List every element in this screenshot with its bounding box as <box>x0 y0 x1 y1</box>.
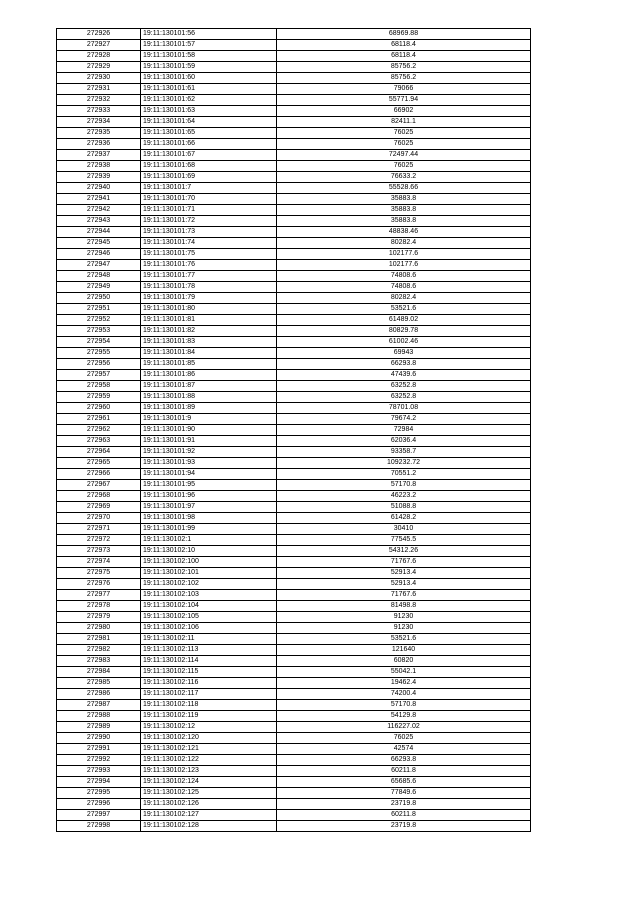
cadastral-number-cell: 19:11:130101:56 <box>141 29 277 40</box>
table-row <box>57 612 531 623</box>
value-cell: 52913.4 <box>277 579 531 590</box>
table-row <box>57 480 531 491</box>
cadastral-number-cell: 19:11:130101:78 <box>141 282 277 293</box>
cadastral-number-cell: 19:11:130102:100 <box>141 557 277 568</box>
table-row <box>57 293 531 304</box>
value-cell: 46223.2 <box>277 491 531 502</box>
record-id-cell: 272989 <box>57 722 141 733</box>
record-id-cell: 272972 <box>57 535 141 546</box>
cadastral-number-cell: 19:11:130102:128 <box>141 821 277 832</box>
value-cell: 51088.8 <box>277 502 531 513</box>
table-row <box>57 711 531 722</box>
cadastral-number-cell: 19:11:130101:80 <box>141 304 277 315</box>
cadastral-number-cell: 19:11:130101:68 <box>141 161 277 172</box>
value-cell: 55042.1 <box>277 667 531 678</box>
value-cell: 23719.8 <box>277 821 531 832</box>
value-cell: 85756.2 <box>277 62 531 73</box>
cadastral-number-cell: 19:11:130101:64 <box>141 117 277 128</box>
record-id-cell: 272939 <box>57 172 141 183</box>
cadastral-number-cell: 19:11:130102:118 <box>141 700 277 711</box>
table-row <box>57 546 531 557</box>
record-id-cell: 272941 <box>57 194 141 205</box>
cadastral-number-cell: 19:11:130101:77 <box>141 271 277 282</box>
cadastral-number-cell: 19:11:130102:11 <box>141 634 277 645</box>
record-id-cell: 272937 <box>57 150 141 161</box>
value-cell: 91230 <box>277 612 531 623</box>
cadastral-number-cell: 19:11:130101:58 <box>141 51 277 62</box>
record-id-cell: 272931 <box>57 84 141 95</box>
table-row <box>57 117 531 128</box>
value-cell: 79674.2 <box>277 414 531 425</box>
cadastral-number-cell: 19:11:130101:69 <box>141 172 277 183</box>
record-id-cell: 272965 <box>57 458 141 469</box>
record-id-cell: 272996 <box>57 799 141 810</box>
value-cell: 48838.46 <box>277 227 531 238</box>
cadastral-number-cell: 19:11:130102:119 <box>141 711 277 722</box>
table-row <box>57 568 531 579</box>
value-cell: 60211.8 <box>277 766 531 777</box>
table-row <box>57 205 531 216</box>
record-id-cell: 272932 <box>57 95 141 106</box>
value-cell: 76633.2 <box>277 172 531 183</box>
cadastral-number-cell: 19:11:130101:59 <box>141 62 277 73</box>
record-id-cell: 272949 <box>57 282 141 293</box>
value-cell: 35883.8 <box>277 216 531 227</box>
table-row <box>57 414 531 425</box>
cadastral-number-cell: 19:11:130101:92 <box>141 447 277 458</box>
value-cell: 60820 <box>277 656 531 667</box>
value-cell: 74808.6 <box>277 282 531 293</box>
record-id-cell: 272988 <box>57 711 141 722</box>
record-id-cell: 272947 <box>57 260 141 271</box>
value-cell: 72984 <box>277 425 531 436</box>
record-id-cell: 272984 <box>57 667 141 678</box>
table-row <box>57 326 531 337</box>
table-row <box>57 513 531 524</box>
value-cell: 68118.4 <box>277 40 531 51</box>
record-id-cell: 272948 <box>57 271 141 282</box>
cadastral-number-cell: 19:11:130101:88 <box>141 392 277 403</box>
table-row <box>57 62 531 73</box>
cadastral-number-cell: 19:11:130101:83 <box>141 337 277 348</box>
value-cell: 65685.6 <box>277 777 531 788</box>
record-id-cell: 272997 <box>57 810 141 821</box>
cadastral-number-cell: 19:11:130101:72 <box>141 216 277 227</box>
value-cell: 63252.8 <box>277 392 531 403</box>
cadastral-number-cell: 19:11:130101:62 <box>141 95 277 106</box>
value-cell: 102177.6 <box>277 260 531 271</box>
cadastral-number-cell: 19:11:130101:73 <box>141 227 277 238</box>
table-row <box>57 678 531 689</box>
record-id-cell: 272979 <box>57 612 141 623</box>
record-id-cell: 272952 <box>57 315 141 326</box>
record-id-cell: 272953 <box>57 326 141 337</box>
value-cell: 35883.8 <box>277 205 531 216</box>
value-cell: 76025 <box>277 161 531 172</box>
value-cell: 71767.6 <box>277 557 531 568</box>
value-cell: 102177.6 <box>277 249 531 260</box>
record-id-cell: 272975 <box>57 568 141 579</box>
value-cell: 85756.2 <box>277 73 531 84</box>
cadastral-number-cell: 19:11:130101:96 <box>141 491 277 502</box>
table-row <box>57 436 531 447</box>
record-id-cell: 272967 <box>57 480 141 491</box>
value-cell: 61002.46 <box>277 337 531 348</box>
value-cell: 42574 <box>277 744 531 755</box>
record-id-cell: 272964 <box>57 447 141 458</box>
table-row <box>57 645 531 656</box>
cadastral-number-cell: 19:11:130102:127 <box>141 810 277 821</box>
table-row <box>57 139 531 150</box>
cadastral-number-cell: 19:11:130101:57 <box>141 40 277 51</box>
record-id-cell: 272927 <box>57 40 141 51</box>
cadastral-number-cell: 19:11:130102:124 <box>141 777 277 788</box>
record-id-cell: 272966 <box>57 469 141 480</box>
table-row <box>57 359 531 370</box>
data-table <box>56 28 531 832</box>
table-row <box>57 370 531 381</box>
cadastral-number-cell: 19:11:130102:116 <box>141 678 277 689</box>
table-row <box>57 40 531 51</box>
table-row <box>57 766 531 777</box>
table-row <box>57 502 531 513</box>
record-id-cell: 272961 <box>57 414 141 425</box>
table-row <box>57 381 531 392</box>
value-cell: 61489.02 <box>277 315 531 326</box>
table-row <box>57 216 531 227</box>
table-row <box>57 458 531 469</box>
record-id-cell: 272938 <box>57 161 141 172</box>
value-cell: 19462.4 <box>277 678 531 689</box>
value-cell: 80282.4 <box>277 238 531 249</box>
record-id-cell: 272930 <box>57 73 141 84</box>
record-id-cell: 272954 <box>57 337 141 348</box>
cadastral-number-cell: 19:11:130102:102 <box>141 579 277 590</box>
value-cell: 23719.8 <box>277 799 531 810</box>
record-id-cell: 272959 <box>57 392 141 403</box>
cadastral-number-cell: 19:11:130101:65 <box>141 128 277 139</box>
record-id-cell: 272951 <box>57 304 141 315</box>
cadastral-number-cell: 19:11:130101:97 <box>141 502 277 513</box>
table-row <box>57 491 531 502</box>
value-cell: 53521.6 <box>277 634 531 645</box>
table-row <box>57 667 531 678</box>
table-row <box>57 799 531 810</box>
table-row <box>57 249 531 260</box>
table-row <box>57 304 531 315</box>
record-id-cell: 272990 <box>57 733 141 744</box>
table-row <box>57 403 531 414</box>
table-row <box>57 634 531 645</box>
table-row <box>57 722 531 733</box>
cadastral-number-cell: 19:11:130102:113 <box>141 645 277 656</box>
cadastral-number-cell: 19:11:130101:7 <box>141 183 277 194</box>
cadastral-number-cell: 19:11:130101:63 <box>141 106 277 117</box>
value-cell: 74200.4 <box>277 689 531 700</box>
table-row <box>57 425 531 436</box>
cadastral-number-cell: 19:11:130102:103 <box>141 590 277 601</box>
record-id-cell: 272929 <box>57 62 141 73</box>
value-cell: 77545.5 <box>277 535 531 546</box>
table-row <box>57 557 531 568</box>
record-id-cell: 272994 <box>57 777 141 788</box>
record-id-cell: 272983 <box>57 656 141 667</box>
cadastral-number-cell: 19:11:130101:60 <box>141 73 277 84</box>
record-id-cell: 272955 <box>57 348 141 359</box>
record-id-cell: 272943 <box>57 216 141 227</box>
table-row <box>57 656 531 667</box>
table-row <box>57 260 531 271</box>
value-cell: 63252.8 <box>277 381 531 392</box>
value-cell: 35883.8 <box>277 194 531 205</box>
table-row <box>57 315 531 326</box>
cadastral-number-cell: 19:11:130101:93 <box>141 458 277 469</box>
value-cell: 66293.8 <box>277 359 531 370</box>
cadastral-number-cell: 19:11:130102:117 <box>141 689 277 700</box>
table-row <box>57 623 531 634</box>
table-row <box>57 744 531 755</box>
table-row <box>57 700 531 711</box>
cadastral-number-cell: 19:11:130102:104 <box>141 601 277 612</box>
value-cell: 53521.6 <box>277 304 531 315</box>
table-row <box>57 95 531 106</box>
record-id-cell: 272980 <box>57 623 141 634</box>
table-row <box>57 535 531 546</box>
value-cell: 116227.02 <box>277 722 531 733</box>
table-row <box>57 447 531 458</box>
table-row <box>57 106 531 117</box>
record-id-cell: 272942 <box>57 205 141 216</box>
table-row <box>57 348 531 359</box>
table-row <box>57 689 531 700</box>
table-row <box>57 282 531 293</box>
table-row <box>57 733 531 744</box>
table-row <box>57 183 531 194</box>
record-id-cell: 272969 <box>57 502 141 513</box>
table-row <box>57 238 531 249</box>
record-id-cell: 272944 <box>57 227 141 238</box>
cadastral-number-cell: 19:11:130102:120 <box>141 733 277 744</box>
cadastral-number-cell: 19:11:130102:105 <box>141 612 277 623</box>
value-cell: 77849.6 <box>277 788 531 799</box>
record-id-cell: 272935 <box>57 128 141 139</box>
table-row <box>57 810 531 821</box>
cadastral-number-cell: 19:11:130101:81 <box>141 315 277 326</box>
value-cell: 71767.6 <box>277 590 531 601</box>
cadastral-number-cell: 19:11:130101:74 <box>141 238 277 249</box>
value-cell: 55771.94 <box>277 95 531 106</box>
record-id-cell: 272985 <box>57 678 141 689</box>
value-cell: 55528.66 <box>277 183 531 194</box>
record-id-cell: 272986 <box>57 689 141 700</box>
cadastral-number-cell: 19:11:130101:67 <box>141 150 277 161</box>
table-row <box>57 469 531 480</box>
value-cell: 61428.2 <box>277 513 531 524</box>
record-id-cell: 272981 <box>57 634 141 645</box>
cadastral-number-cell: 19:11:130101:66 <box>141 139 277 150</box>
value-cell: 66902 <box>277 106 531 117</box>
record-id-cell: 272958 <box>57 381 141 392</box>
record-id-cell: 272982 <box>57 645 141 656</box>
cadastral-number-cell: 19:11:130102:106 <box>141 623 277 634</box>
table-row <box>57 579 531 590</box>
value-cell: 78701.08 <box>277 403 531 414</box>
value-cell: 76025 <box>277 128 531 139</box>
record-id-cell: 272956 <box>57 359 141 370</box>
value-cell: 54129.8 <box>277 711 531 722</box>
cadastral-number-cell: 19:11:130102:126 <box>141 799 277 810</box>
record-id-cell: 272957 <box>57 370 141 381</box>
table-row <box>57 337 531 348</box>
cadastral-number-cell: 19:11:130102:114 <box>141 656 277 667</box>
value-cell: 60211.8 <box>277 810 531 821</box>
value-cell: 66293.8 <box>277 755 531 766</box>
value-cell: 52913.4 <box>277 568 531 579</box>
table-row <box>57 29 531 40</box>
record-id-cell: 272998 <box>57 821 141 832</box>
cadastral-number-cell: 19:11:130101:98 <box>141 513 277 524</box>
table-row <box>57 788 531 799</box>
value-cell: 47439.6 <box>277 370 531 381</box>
record-id-cell: 272974 <box>57 557 141 568</box>
value-cell: 70551.2 <box>277 469 531 480</box>
table-row <box>57 84 531 95</box>
cadastral-number-cell: 19:11:130101:9 <box>141 414 277 425</box>
cadastral-number-cell: 19:11:130102:121 <box>141 744 277 755</box>
record-id-cell: 272973 <box>57 546 141 557</box>
cadastral-number-cell: 19:11:130101:89 <box>141 403 277 414</box>
value-cell: 80829.78 <box>277 326 531 337</box>
cadastral-number-cell: 19:11:130102:122 <box>141 755 277 766</box>
record-id-cell: 272945 <box>57 238 141 249</box>
record-id-cell: 272977 <box>57 590 141 601</box>
table-row <box>57 524 531 535</box>
cadastral-number-cell: 19:11:130101:87 <box>141 381 277 392</box>
record-id-cell: 272936 <box>57 139 141 150</box>
record-id-cell: 272976 <box>57 579 141 590</box>
value-cell: 91230 <box>277 623 531 634</box>
value-cell: 79066 <box>277 84 531 95</box>
cadastral-number-cell: 19:11:130101:79 <box>141 293 277 304</box>
value-cell: 69943 <box>277 348 531 359</box>
cadastral-number-cell: 19:11:130101:84 <box>141 348 277 359</box>
table-body <box>57 29 531 832</box>
value-cell: 68118.4 <box>277 51 531 62</box>
table-row <box>57 755 531 766</box>
value-cell: 80282.4 <box>277 293 531 304</box>
cadastral-number-cell: 19:11:130101:85 <box>141 359 277 370</box>
value-cell: 57170.8 <box>277 480 531 491</box>
cadastral-number-cell: 19:11:130101:70 <box>141 194 277 205</box>
cadastral-number-cell: 19:11:130101:90 <box>141 425 277 436</box>
table-row <box>57 194 531 205</box>
value-cell: 68969.88 <box>277 29 531 40</box>
cadastral-number-cell: 19:11:130101:82 <box>141 326 277 337</box>
cadastral-number-cell: 19:11:130101:86 <box>141 370 277 381</box>
record-id-cell: 272950 <box>57 293 141 304</box>
record-id-cell: 272962 <box>57 425 141 436</box>
table-row <box>57 128 531 139</box>
record-id-cell: 272987 <box>57 700 141 711</box>
table-row <box>57 150 531 161</box>
value-cell: 74808.6 <box>277 271 531 282</box>
value-cell: 121640 <box>277 645 531 656</box>
cadastral-number-cell: 19:11:130102:101 <box>141 568 277 579</box>
cadastral-number-cell: 19:11:130101:75 <box>141 249 277 260</box>
table-row <box>57 601 531 612</box>
cadastral-number-cell: 19:11:130102:123 <box>141 766 277 777</box>
record-id-cell: 272968 <box>57 491 141 502</box>
record-id-cell: 272991 <box>57 744 141 755</box>
cadastral-number-cell: 19:11:130102:1 <box>141 535 277 546</box>
table-row <box>57 821 531 832</box>
cadastral-number-cell: 19:11:130102:115 <box>141 667 277 678</box>
value-cell: 54312.26 <box>277 546 531 557</box>
table-row <box>57 271 531 282</box>
table-row <box>57 51 531 62</box>
table-row <box>57 161 531 172</box>
cadastral-number-cell: 19:11:130101:71 <box>141 205 277 216</box>
record-id-cell: 272971 <box>57 524 141 535</box>
record-id-cell: 272934 <box>57 117 141 128</box>
record-id-cell: 272960 <box>57 403 141 414</box>
record-id-cell: 272926 <box>57 29 141 40</box>
record-id-cell: 272963 <box>57 436 141 447</box>
record-id-cell: 272970 <box>57 513 141 524</box>
record-id-cell: 272995 <box>57 788 141 799</box>
cadastral-number-cell: 19:11:130102:12 <box>141 722 277 733</box>
record-id-cell: 272940 <box>57 183 141 194</box>
record-id-cell: 272946 <box>57 249 141 260</box>
value-cell: 30410 <box>277 524 531 535</box>
cadastral-number-cell: 19:11:130101:91 <box>141 436 277 447</box>
record-id-cell: 272933 <box>57 106 141 117</box>
cadastral-number-cell: 19:11:130102:125 <box>141 788 277 799</box>
value-cell: 76025 <box>277 139 531 150</box>
table-row <box>57 777 531 788</box>
value-cell: 82411.1 <box>277 117 531 128</box>
record-id-cell: 272928 <box>57 51 141 62</box>
value-cell: 109232.72 <box>277 458 531 469</box>
cadastral-number-cell: 19:11:130101:99 <box>141 524 277 535</box>
cadastral-number-cell: 19:11:130101:95 <box>141 480 277 491</box>
table-row <box>57 392 531 403</box>
value-cell: 57170.8 <box>277 700 531 711</box>
record-id-cell: 272978 <box>57 601 141 612</box>
cadastral-number-cell: 19:11:130101:61 <box>141 84 277 95</box>
record-id-cell: 272993 <box>57 766 141 777</box>
value-cell: 76025 <box>277 733 531 744</box>
value-cell: 81498.8 <box>277 601 531 612</box>
cadastral-number-cell: 19:11:130101:94 <box>141 469 277 480</box>
table-row <box>57 73 531 84</box>
table-row <box>57 590 531 601</box>
record-id-cell: 272992 <box>57 755 141 766</box>
value-cell: 62036.4 <box>277 436 531 447</box>
table-row <box>57 227 531 238</box>
value-cell: 93358.7 <box>277 447 531 458</box>
table-row <box>57 172 531 183</box>
value-cell: 72497.44 <box>277 150 531 161</box>
cadastral-number-cell: 19:11:130101:76 <box>141 260 277 271</box>
cadastral-number-cell: 19:11:130102:10 <box>141 546 277 557</box>
